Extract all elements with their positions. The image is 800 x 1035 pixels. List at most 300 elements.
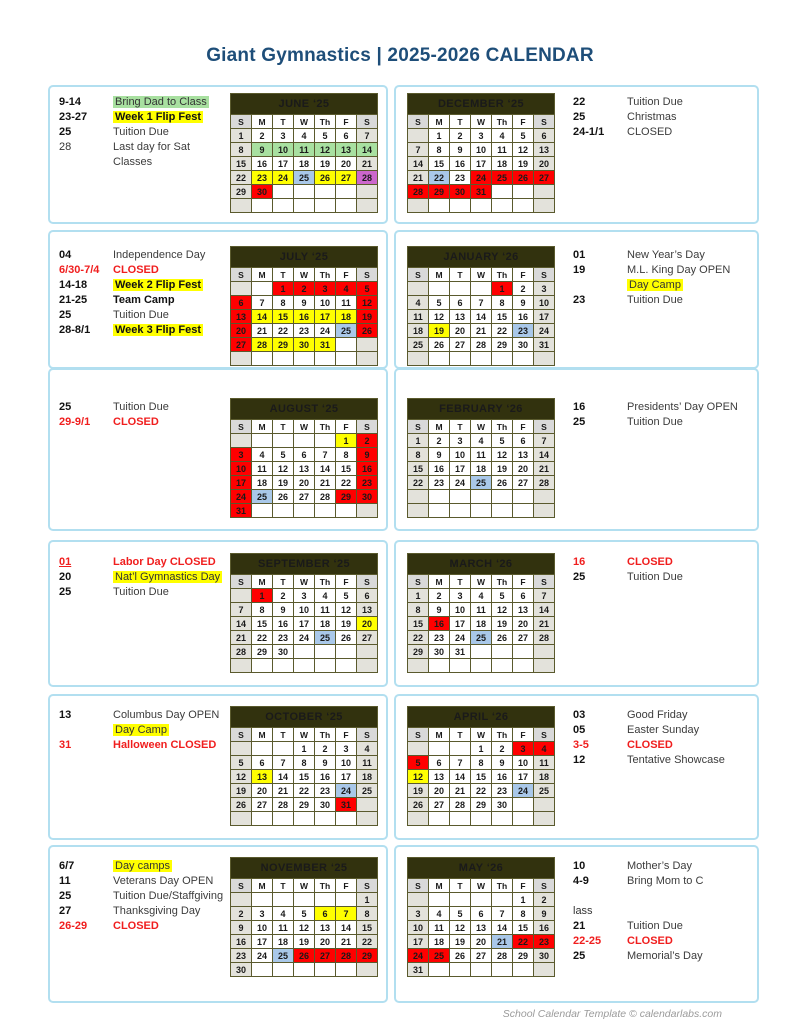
date-cell: 7 xyxy=(315,448,336,462)
date-cell: 15 xyxy=(492,310,513,324)
date-cell: 18 xyxy=(471,462,492,476)
note-date: 11 xyxy=(59,875,71,887)
note-label: Bring Mom to C xyxy=(627,875,704,887)
week-row xyxy=(408,296,555,310)
date-cell: 25 xyxy=(429,949,450,963)
week-row xyxy=(408,171,555,185)
date-cell: 30 xyxy=(273,645,294,659)
week-row xyxy=(408,645,555,659)
date-cell: 17 xyxy=(315,310,336,324)
month-box-november xyxy=(48,845,388,1003)
dow-cell: M xyxy=(252,728,273,742)
note-date: 25 xyxy=(573,571,586,583)
note-row xyxy=(573,263,755,278)
date-cell xyxy=(273,185,294,199)
date-cell: 1 xyxy=(294,742,315,756)
date-cell xyxy=(513,185,534,199)
date-cell xyxy=(357,352,378,366)
date-cell: 10 xyxy=(450,603,471,617)
date-cell xyxy=(492,812,513,826)
date-cell: 9 xyxy=(252,143,273,157)
week-row xyxy=(408,490,555,504)
note-date: 16 xyxy=(573,556,586,568)
date-cell: 21 xyxy=(534,617,555,631)
note-row xyxy=(573,400,755,415)
date-cell: 30 xyxy=(252,185,273,199)
date-cell: 28 xyxy=(357,171,378,185)
date-cell: 14 xyxy=(471,310,492,324)
dow-cell: Th xyxy=(492,728,513,742)
date-cell: 28 xyxy=(231,645,252,659)
note-row xyxy=(59,859,229,874)
date-cell xyxy=(252,893,273,907)
note-label: Columbus Day OPEN xyxy=(113,709,220,721)
date-cell: 6 xyxy=(429,756,450,770)
date-cell: 7 xyxy=(534,589,555,603)
calendar-table xyxy=(230,706,378,826)
date-cell: 1 xyxy=(492,282,513,296)
date-cell: 5 xyxy=(513,129,534,143)
date-cell xyxy=(408,742,429,756)
week-row xyxy=(231,129,378,143)
date-cell: 23 xyxy=(357,476,378,490)
dow-cell: S xyxy=(231,575,252,589)
dow-cell: Th xyxy=(315,728,336,742)
date-cell xyxy=(273,199,294,213)
dow-cell: S xyxy=(534,268,555,282)
date-cell: 7 xyxy=(231,603,252,617)
note-label: Memorial’s Day xyxy=(627,950,703,962)
note-date: 22-25 xyxy=(573,935,602,947)
note-date: 28-8/1 xyxy=(59,324,91,336)
date-cell xyxy=(492,185,513,199)
date-cell xyxy=(408,282,429,296)
date-cell xyxy=(231,742,252,756)
date-cell: 23 xyxy=(231,949,252,963)
week-row xyxy=(231,617,378,631)
date-cell: 4 xyxy=(534,742,555,756)
day-header-row xyxy=(231,728,378,742)
date-cell: 8 xyxy=(471,756,492,770)
dow-cell: F xyxy=(336,420,357,434)
date-cell: 14 xyxy=(273,770,294,784)
note-row xyxy=(59,708,229,723)
date-cell xyxy=(534,504,555,518)
dow-cell: T xyxy=(450,420,471,434)
date-cell: 10 xyxy=(315,296,336,310)
date-cell xyxy=(294,504,315,518)
date-cell: 4 xyxy=(429,907,450,921)
date-cell: 20 xyxy=(534,157,555,171)
date-cell: 29 xyxy=(357,949,378,963)
date-cell: 12 xyxy=(315,143,336,157)
date-cell: 17 xyxy=(534,310,555,324)
note-date: 24-1/1 xyxy=(573,126,605,138)
date-cell: 18 xyxy=(336,310,357,324)
note-label: Day camps xyxy=(115,860,171,872)
date-cell: 23 xyxy=(429,631,450,645)
date-cell: 29 xyxy=(252,645,273,659)
week-row xyxy=(231,476,378,490)
week-row xyxy=(231,324,378,338)
date-cell: 5 xyxy=(408,756,429,770)
date-cell: 27 xyxy=(252,798,273,812)
date-cell xyxy=(513,963,534,977)
note-label: Presidents’ Day OPEN xyxy=(627,401,738,413)
note-row xyxy=(573,95,755,110)
week-row xyxy=(408,129,555,143)
date-cell: 14 xyxy=(231,617,252,631)
date-cell: 19 xyxy=(513,157,534,171)
date-cell: 4 xyxy=(336,282,357,296)
day-header-row xyxy=(231,115,378,129)
day-header-row xyxy=(408,879,555,893)
week-row xyxy=(231,812,378,826)
note-row xyxy=(573,293,755,308)
date-cell: 15 xyxy=(408,462,429,476)
date-cell: 13 xyxy=(315,921,336,935)
date-cell: 6 xyxy=(450,296,471,310)
date-cell: 1 xyxy=(336,434,357,448)
note-label: Labor Day CLOSED xyxy=(113,556,216,568)
month-title: APRIL ‘26 xyxy=(408,707,555,728)
date-cell: 2 xyxy=(357,434,378,448)
dow-cell: F xyxy=(513,420,534,434)
calendar-may xyxy=(407,857,555,977)
calendar-april xyxy=(407,706,555,826)
dow-cell: W xyxy=(471,728,492,742)
week-row xyxy=(231,462,378,476)
date-cell: 2 xyxy=(429,589,450,603)
date-cell: 21 xyxy=(231,631,252,645)
date-cell: 21 xyxy=(408,171,429,185)
date-cell: 6 xyxy=(357,589,378,603)
date-cell xyxy=(357,798,378,812)
date-cell: 29 xyxy=(294,798,315,812)
date-cell: 15 xyxy=(252,617,273,631)
date-cell xyxy=(513,490,534,504)
date-cell: 24 xyxy=(408,949,429,963)
date-cell: 24 xyxy=(336,784,357,798)
week-row xyxy=(231,490,378,504)
note-date: 25 xyxy=(59,126,72,138)
date-cell xyxy=(252,282,273,296)
note-date: 21-25 xyxy=(59,294,88,306)
note-row xyxy=(59,555,229,570)
date-cell: 2 xyxy=(273,589,294,603)
date-cell: 28 xyxy=(336,949,357,963)
date-cell: 6 xyxy=(231,296,252,310)
calendar-june xyxy=(230,93,378,213)
date-cell xyxy=(294,893,315,907)
week-row xyxy=(231,935,378,949)
note-label: CLOSED xyxy=(113,416,159,428)
dow-cell: M xyxy=(252,575,273,589)
date-cell: 22 xyxy=(408,631,429,645)
note-row xyxy=(573,415,755,430)
date-cell: 11 xyxy=(252,462,273,476)
note-row xyxy=(59,585,229,600)
date-cell: 8 xyxy=(408,448,429,462)
week-row xyxy=(408,352,555,366)
date-cell: 13 xyxy=(450,310,471,324)
week-row xyxy=(231,504,378,518)
dow-cell: T xyxy=(273,115,294,129)
date-cell xyxy=(336,199,357,213)
date-cell: 7 xyxy=(273,756,294,770)
week-row xyxy=(408,963,555,977)
note-row xyxy=(573,110,755,125)
date-cell: 24 xyxy=(294,631,315,645)
date-cell: 21 xyxy=(315,476,336,490)
date-cell: 4 xyxy=(357,742,378,756)
date-cell xyxy=(408,199,429,213)
date-cell: 21 xyxy=(273,784,294,798)
note-row xyxy=(573,919,755,934)
dow-cell: M xyxy=(252,115,273,129)
date-cell: 4 xyxy=(252,448,273,462)
dow-cell: W xyxy=(471,575,492,589)
month-box-august xyxy=(48,368,388,531)
date-cell: 26 xyxy=(273,490,294,504)
date-cell xyxy=(450,893,471,907)
day-header-row xyxy=(408,728,555,742)
date-cell xyxy=(408,893,429,907)
date-cell xyxy=(315,504,336,518)
date-cell xyxy=(408,659,429,673)
date-cell: 7 xyxy=(336,907,357,921)
date-cell: 6 xyxy=(315,907,336,921)
date-cell: 7 xyxy=(252,296,273,310)
week-row xyxy=(231,742,378,756)
date-cell xyxy=(231,199,252,213)
note-label: Mother’s Day xyxy=(627,860,693,872)
date-cell: 6 xyxy=(294,448,315,462)
date-cell: 23 xyxy=(492,784,513,798)
date-cell xyxy=(336,338,357,352)
week-row xyxy=(408,907,555,921)
week-row xyxy=(408,589,555,603)
date-cell xyxy=(534,490,555,504)
date-cell: 29 xyxy=(408,645,429,659)
dow-cell: S xyxy=(357,420,378,434)
week-row xyxy=(231,963,378,977)
date-cell xyxy=(492,893,513,907)
dow-cell: M xyxy=(429,115,450,129)
month-title: MAY ‘26 xyxy=(408,858,555,879)
dow-cell: Th xyxy=(315,420,336,434)
date-cell xyxy=(357,659,378,673)
date-cell: 2 xyxy=(513,282,534,296)
month-title: JANUARY ‘26 xyxy=(408,247,555,268)
dow-cell: S xyxy=(534,879,555,893)
date-cell: 17 xyxy=(231,476,252,490)
date-cell xyxy=(471,645,492,659)
month-title: MARCH ‘26 xyxy=(408,554,555,575)
date-cell: 22 xyxy=(513,935,534,949)
note-label: Tuition Due xyxy=(113,126,169,138)
date-cell xyxy=(471,490,492,504)
date-cell xyxy=(231,434,252,448)
date-cell: 8 xyxy=(273,296,294,310)
note-label: Bring Dad to Class xyxy=(115,96,207,108)
calendar-table xyxy=(407,857,555,977)
date-cell: 4 xyxy=(492,129,513,143)
date-cell: 20 xyxy=(429,784,450,798)
date-cell xyxy=(315,199,336,213)
date-cell: 26 xyxy=(492,476,513,490)
note-label: Tuition Due xyxy=(627,294,683,306)
note-date: 25 xyxy=(573,416,586,428)
date-cell: 25 xyxy=(294,171,315,185)
date-cell: 10 xyxy=(294,603,315,617)
date-cell: 31 xyxy=(534,338,555,352)
date-cell: 9 xyxy=(429,603,450,617)
date-cell xyxy=(513,645,534,659)
note-row xyxy=(573,934,755,949)
date-cell: 18 xyxy=(492,157,513,171)
date-cell: 20 xyxy=(357,617,378,631)
month-title: NOVEMBER ‘25 xyxy=(231,858,378,879)
day-header-row xyxy=(408,268,555,282)
week-row xyxy=(408,448,555,462)
dow-cell: M xyxy=(429,575,450,589)
date-cell: 7 xyxy=(450,756,471,770)
dow-cell: S xyxy=(357,575,378,589)
month-header-row xyxy=(408,554,555,575)
month-header-row xyxy=(408,858,555,879)
dow-cell: Th xyxy=(315,575,336,589)
date-cell: 30 xyxy=(315,798,336,812)
date-cell xyxy=(336,963,357,977)
date-cell xyxy=(273,434,294,448)
date-cell: 22 xyxy=(231,171,252,185)
date-cell: 1 xyxy=(429,129,450,143)
date-cell xyxy=(336,185,357,199)
date-cell: 13 xyxy=(534,143,555,157)
week-row xyxy=(231,921,378,935)
date-cell xyxy=(252,504,273,518)
date-cell: 26 xyxy=(294,949,315,963)
date-cell: 23 xyxy=(294,324,315,338)
week-row xyxy=(231,282,378,296)
date-cell: 24 xyxy=(471,171,492,185)
date-cell: 18 xyxy=(294,157,315,171)
date-cell: 10 xyxy=(471,143,492,157)
date-cell: 10 xyxy=(408,921,429,935)
page-title: Giant Gymnastics | 2025-2026 CALENDAR xyxy=(206,45,594,66)
date-cell: 28 xyxy=(273,798,294,812)
date-cell: 11 xyxy=(336,296,357,310)
date-cell: 19 xyxy=(492,617,513,631)
dow-cell: S xyxy=(408,115,429,129)
date-cell: 31 xyxy=(231,504,252,518)
date-cell: 29 xyxy=(273,338,294,352)
week-row xyxy=(231,770,378,784)
date-cell: 21 xyxy=(450,784,471,798)
date-cell: 3 xyxy=(471,129,492,143)
date-cell: 5 xyxy=(492,589,513,603)
note-label: Veterans Day OPEN xyxy=(113,875,214,887)
date-cell xyxy=(450,352,471,366)
note-date: 21 xyxy=(573,920,586,932)
date-cell: 25 xyxy=(471,476,492,490)
day-header-row xyxy=(408,115,555,129)
date-cell: 29 xyxy=(336,490,357,504)
date-cell: 10 xyxy=(336,756,357,770)
date-cell: 28 xyxy=(252,338,273,352)
note-row xyxy=(573,248,755,263)
date-cell: 21 xyxy=(336,935,357,949)
calendar-december xyxy=(407,93,555,213)
date-cell xyxy=(294,185,315,199)
date-cell xyxy=(231,589,252,603)
note-label: New Year’s Day xyxy=(627,249,705,261)
date-cell xyxy=(408,129,429,143)
date-cell: 27 xyxy=(513,476,534,490)
dow-cell: S xyxy=(231,420,252,434)
date-cell: 26 xyxy=(357,324,378,338)
note-row xyxy=(59,889,229,904)
note-date: 25 xyxy=(59,890,72,902)
notes-january xyxy=(573,248,755,308)
calendar-october xyxy=(230,706,378,826)
date-cell: 25 xyxy=(336,324,357,338)
calendar-table xyxy=(230,553,378,673)
date-cell xyxy=(252,352,273,366)
day-header-row xyxy=(231,879,378,893)
date-cell: 23 xyxy=(534,935,555,949)
week-row xyxy=(408,935,555,949)
week-row xyxy=(231,659,378,673)
month-title: JUNE ‘25 xyxy=(231,94,378,115)
dow-cell: S xyxy=(408,879,429,893)
date-cell xyxy=(534,352,555,366)
date-cell: 5 xyxy=(231,756,252,770)
date-cell: 20 xyxy=(294,476,315,490)
date-cell: 22 xyxy=(429,171,450,185)
note-label: Classes xyxy=(113,156,153,168)
date-cell: 23 xyxy=(513,324,534,338)
date-cell: 13 xyxy=(513,603,534,617)
date-cell xyxy=(429,963,450,977)
notes-december xyxy=(573,95,755,140)
week-row xyxy=(231,645,378,659)
date-cell: 1 xyxy=(252,589,273,603)
week-row xyxy=(231,448,378,462)
note-label: Tuition Due xyxy=(113,586,169,598)
date-cell xyxy=(450,199,471,213)
note-label: Last day for Sat xyxy=(113,141,191,153)
dow-cell: S xyxy=(357,115,378,129)
date-cell: 27 xyxy=(357,631,378,645)
date-cell: 3 xyxy=(336,742,357,756)
date-cell: 6 xyxy=(336,129,357,143)
dow-cell: S xyxy=(408,268,429,282)
date-cell: 8 xyxy=(294,756,315,770)
date-cell xyxy=(273,893,294,907)
date-cell xyxy=(231,352,252,366)
note-date: 26-29 xyxy=(59,920,88,932)
date-cell: 16 xyxy=(315,770,336,784)
dow-cell: Th xyxy=(315,268,336,282)
date-cell: 6 xyxy=(252,756,273,770)
date-cell: 14 xyxy=(492,921,513,935)
date-cell: 6 xyxy=(534,129,555,143)
date-cell: 22 xyxy=(408,476,429,490)
date-cell: 20 xyxy=(231,324,252,338)
date-cell: 2 xyxy=(492,742,513,756)
